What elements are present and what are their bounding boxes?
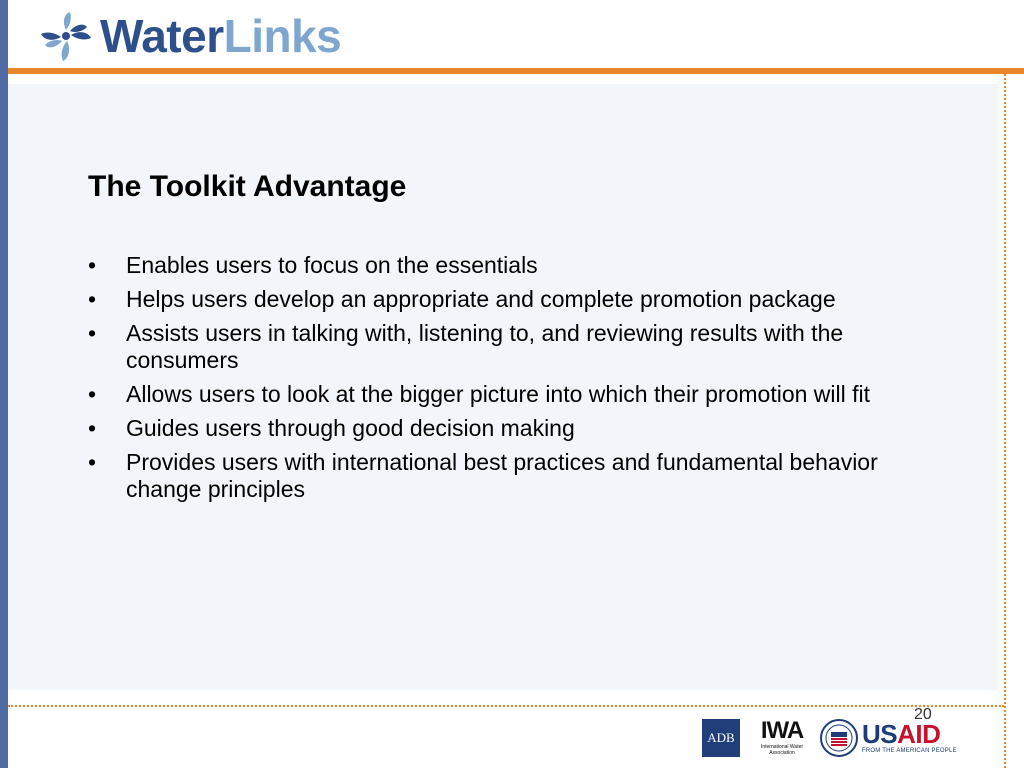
iwa-mark: IWA (760, 717, 804, 744)
page-number: 20 (914, 706, 932, 723)
logo-wordmark (100, 10, 342, 62)
left-accent-bar (0, 0, 8, 768)
bullet-list (88, 252, 948, 510)
iwa-logo (760, 718, 804, 758)
bullet-text: Allows users to look at the bigger picture into which their promotion will fit (126, 381, 871, 407)
footer-dotted-divider (8, 705, 1004, 707)
list-item (88, 381, 948, 408)
slide-header (8, 0, 1024, 68)
usaid-word-aid: AID (897, 719, 941, 749)
list-item (88, 252, 948, 279)
bullet-marker: • (88, 320, 97, 346)
bullet-text: Helps users develop an appropriate and complete promotion package (126, 286, 836, 312)
header-orange-rule (8, 68, 1024, 74)
list-item (88, 320, 948, 374)
logo-word-water: Water (100, 10, 224, 62)
usaid-logo (862, 721, 957, 755)
bullet-marker: • (88, 252, 97, 278)
usaid-seal-icon (820, 719, 858, 757)
partner-logos (702, 716, 957, 760)
slide-title: The Toolkit Advantage (88, 170, 407, 203)
bullet-text: Provides users with international best practices and fundamental behavior change principles (126, 449, 878, 502)
bullet-text: Assists users in talking with, listening to, and reviewing results with the consumers (126, 320, 844, 373)
list-item (88, 449, 948, 503)
bullet-text: Guides users through good decision making (126, 415, 575, 441)
waterlinks-logo (38, 8, 341, 64)
water-drop-pinwheel-icon (38, 8, 98, 64)
iwa-subtitle: International Water Association (760, 744, 804, 756)
list-item (88, 286, 948, 313)
logo-word-links: Links (223, 10, 342, 62)
usaid-wordmark (862, 721, 957, 747)
bullet-marker: • (88, 415, 97, 441)
list-item (88, 415, 948, 442)
bullet-text: Enables users to focus on the essentials (126, 252, 538, 278)
adb-logo: ADB (702, 719, 740, 757)
right-dotted-divider (1004, 74, 1006, 768)
bullet-marker: • (88, 449, 97, 475)
usaid-tagline: FROM THE AMERICAN PEOPLE (862, 748, 957, 754)
bullet-marker: • (88, 381, 97, 407)
bullet-marker: • (88, 286, 97, 312)
usaid-word-us: US (862, 719, 898, 749)
